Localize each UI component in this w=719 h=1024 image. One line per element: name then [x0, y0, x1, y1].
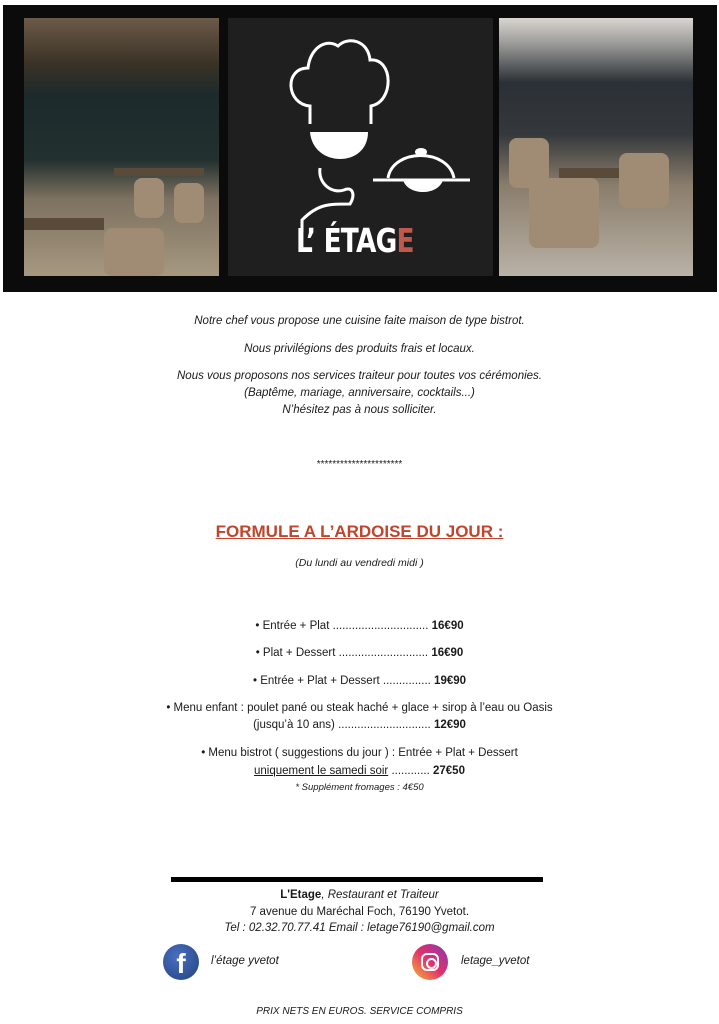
logo-text: L’ ÉTAG [296, 221, 397, 260]
intro-line: Nous vous proposons nos services traiteur pour toutes vos cérémonies. [177, 370, 542, 382]
menu-item: • Plat + Dessert ............................ 16€90 [255, 647, 464, 659]
footer-name: L'Etage, Restaurant et Traiteur [280, 889, 439, 901]
dining-room-photo-right [499, 18, 693, 276]
logo-text-accent: E [396, 221, 414, 260]
instagram-handle[interactable]: letage_yvetot [461, 955, 530, 967]
menu-item: • Entrée + Plat + Dessert ............... 19€90 [252, 675, 467, 687]
menu-item: • Entrée + Plat .............................. 16€90 [255, 620, 464, 632]
menu-bistrot-price: uniquement le samedi soir ............ 27€50 [254, 765, 465, 777]
restaurant-logo [228, 18, 493, 276]
footer-divider [171, 877, 543, 882]
facebook-handle[interactable]: l’étage yvetot [211, 955, 279, 967]
intro-line: Nous privilégions des produits frais et locaux. [244, 343, 475, 355]
footer-address: 7 avenue du Maréchal Foch, 76190 Yvetot. [249, 906, 470, 918]
separator: ********************** [316, 459, 403, 470]
menu-enfant: • Menu enfant : poulet pané ou steak haché + glace + sirop à l’eau ou Oasis [166, 702, 553, 714]
intro-line: Notre chef vous propose une cuisine faite maison de type bistrot. [194, 315, 525, 327]
menu-enfant-price: (jusqu’à 10 ans) ............................. 12€90 [253, 719, 466, 731]
formule-subtitle: (Du lundi au vendredi midi ) [295, 557, 424, 569]
facebook-icon[interactable]: f [163, 944, 199, 980]
intro-line: N’hésitez pas à nous solliciter. [282, 404, 437, 416]
footer-contact: Tel : 02.32.70.77.41 Email : letage76190@gmail.com [224, 922, 495, 934]
intro-line: (Baptême, mariage, anniversaire, cocktails...) [244, 387, 475, 399]
price-notice: PRIX NETS EN EUROS. SERVICE COMPRIS [256, 1006, 463, 1017]
menu-bistrot: • Menu bistrot ( suggestions du jour ) : Entrée + Plat + Dessert [201, 747, 518, 759]
formule-title: FORMULE A L’ARDOISE DU JOUR : [215, 522, 504, 541]
instagram-icon[interactable] [412, 944, 448, 980]
supplement-note: * Supplément fromages : 4€50 [295, 782, 424, 793]
dining-room-photo-left [24, 18, 219, 276]
